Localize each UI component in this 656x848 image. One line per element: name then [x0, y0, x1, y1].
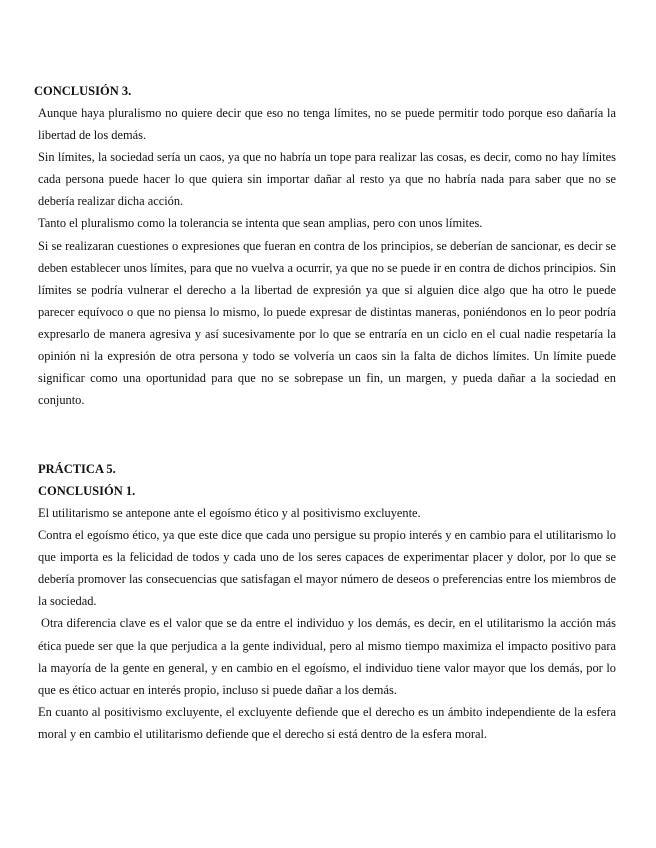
paragraph: Si se realizaran cuestiones o expresiones que fueran en contra de los principios, se deberían de sancionar, es decir se deben establecer unos límites, para que no vuelva a ocurrir, ya que no se puede ir en contra de dichos principios. Sin límites se podría vulnerar el derecho a la libertad de expresión ya que si alguien dice algo que ha otro le puede parecer equívoco o que no piensa lo mismo, lo puede expresar de distintas maneras, poniéndonos en lo peor podría expresarlo de manera agresiva y así sucesivamente por lo que se entraría en un ciclo en el cual nadie respetaría la opinión ni la expresión de otra persona y todo se volvería un caos sin la falta de dichos límites. Un límite puede significar como una oportunidad para que no se sobrepase un fin, un margen, y pueda dañar a la sociedad en conjunto. — [38, 238, 616, 408]
section-heading: CONCLUSIÓN 3. — [34, 84, 132, 98]
paragraph: Otra diferencia clave es el valor que se da entre el individuo y los demás, es decir, en el utilitarismo la acción más ética puede ser que la que perjudica a la gente individual, pero al mismo tiempo maximiza el impacto positivo para la mayoría de la gente en general, y en cambio en el egoísmo, el individuo tiene valor mayor que los demás, por lo que es ético actuar en interés propio, incluso si puede dañar a los demás. — [38, 616, 616, 697]
paragraph: Aunque haya pluralismo no quiere decir que eso no tenga límites, no se puede permitir todo porque eso dañaría la libertad de los demás. — [38, 106, 616, 143]
paragraph: En cuanto al positivismo excluyente, el excluyente defiende que el derecho es un ámbito independiente de la esfera moral y en cambio el utilitarismo defiende que el derecho si está dentro de la esfera moral. — [38, 704, 616, 741]
paragraph: Tanto el pluralismo como la tolerancia se intenta que sean amplias, pero con unos límites. — [38, 216, 483, 231]
section-practica-5 — [38, 458, 616, 745]
paragraph: Contra el egoísmo ético, ya que este dice que cada uno persigue su propio interés y en cambio para el utilitarismo lo que importa es la felicidad de todos y cada uno de los seres capaces de experimentar placer y dolor, por lo que se debería promover las consecuencias que satisfagan el mayor número de deseos o preferencias entre los miembros de la sociedad. — [38, 528, 616, 609]
practice-heading: PRÁCTICA 5. — [38, 462, 116, 476]
section-heading: CONCLUSIÓN 1. — [38, 484, 136, 498]
section-conclusion-3 — [34, 80, 616, 411]
paragraph: Sin límites, la sociedad sería un caos, ya que no habría un tope para realizar las cosas, es decir, como no hay límites cada persona puede hacer lo que quiera sin importar dañar al resto ya que no habría nada para saber que no se debería realizar dicha acción. — [38, 150, 616, 209]
paragraph: El utilitarismo se antepone ante el egoísmo ético y al positivismo excluyente. — [38, 506, 421, 520]
